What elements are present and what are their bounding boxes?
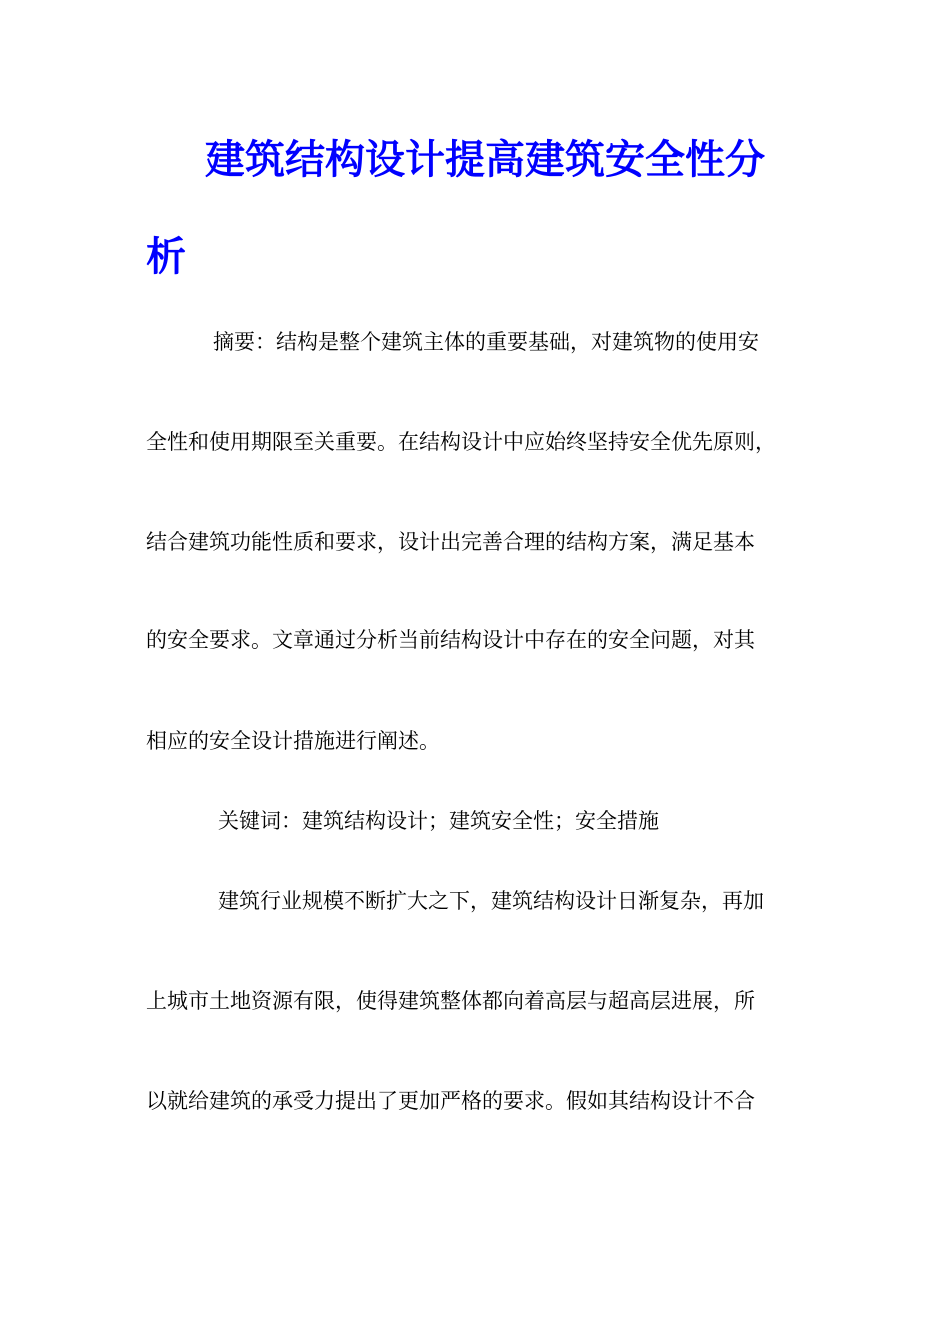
abstract-line-3: 结合建筑功能性质和要求，设计出完善合理的结构方案，满足基本: [146, 530, 755, 554]
document-title-line-1: 建筑结构设计提高建筑安全性分: [205, 136, 765, 183]
abstract-line-5: 相应的安全设计措施进行阐述。: [146, 729, 440, 753]
keywords-line: 关键词：建筑结构设计；建筑安全性；安全措施: [218, 809, 659, 833]
intro-line-2: 上城市土地资源有限，使得建筑整体都向着高层与超高层进展，所: [146, 989, 755, 1013]
intro-line-1: 建筑行业规模不断扩大之下，建筑结构设计日渐复杂，再加: [218, 889, 764, 913]
abstract-line-4: 的安全要求。文章通过分析当前结构设计中存在的安全问题，对其: [146, 628, 755, 652]
document-title-line-2: 析: [146, 233, 186, 280]
abstract-line-1: 摘要：结构是整个建筑主体的重要基础，对建筑物的使用安: [213, 330, 759, 354]
intro-line-3: 以就给建筑的承受力提出了更加严格的要求。假如其结构设计不合: [146, 1089, 755, 1113]
abstract-line-2: 全性和使用期限至关重要。在结构设计中应始终坚持安全优先原则，: [146, 430, 776, 454]
